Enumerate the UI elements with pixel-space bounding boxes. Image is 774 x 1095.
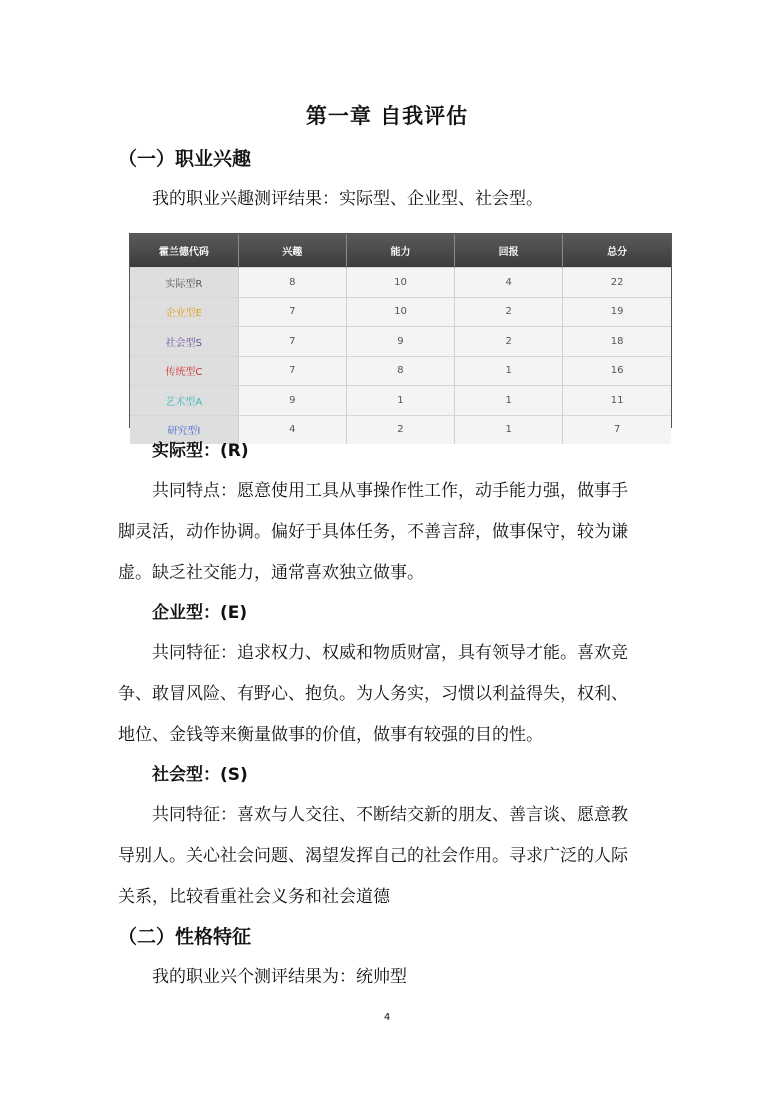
holland-code-cell: 企业型E — [130, 297, 238, 327]
enterprising-type-label: 企业型：(E) — [152, 603, 248, 623]
social-line: 导别人。关心社会问题、渴望发挥自己的社会作用。寻求广泛的人际 — [118, 846, 628, 866]
social-type-label: 社会型：(S) — [152, 765, 248, 785]
score-cell: 8 — [346, 356, 454, 386]
score-cell: 1 — [455, 386, 563, 416]
score-cell: 18 — [563, 327, 671, 357]
score-cell: 1 — [455, 415, 563, 444]
page-number: 4 — [383, 1012, 391, 1023]
score-cell: 4 — [455, 268, 563, 298]
holland-code-cell: 实际型R — [130, 268, 238, 298]
score-cell: 7 — [563, 415, 671, 444]
social-line: 共同特征：喜欢与人交往、不断结交新的朋友、善言谈、愿意教 — [152, 805, 628, 825]
score-cell: 2 — [346, 415, 454, 444]
score-cell: 1 — [455, 356, 563, 386]
score-cell: 2 — [455, 297, 563, 327]
score-cell: 22 — [563, 268, 671, 298]
realistic-line: 脚灵活，动作协调。偏好于具体任务，不善言辞，做事保守，较为谦 — [118, 522, 628, 542]
score-cell: 10 — [346, 268, 454, 298]
score-cell: 8 — [238, 268, 346, 298]
holland-code-cell: 传统型C — [130, 356, 238, 386]
table-row — [130, 327, 671, 357]
enterprising-line: 共同特征：追求权力、权威和物质财富，具有领导才能。喜欢竞 — [152, 643, 628, 663]
holland-code-table — [130, 234, 671, 438]
score-cell: 19 — [563, 297, 671, 327]
table-row — [130, 268, 671, 298]
score-cell: 7 — [238, 297, 346, 327]
chapter-title: 第一章 自我评估 — [305, 104, 469, 128]
column-header: 能力 — [346, 234, 454, 268]
score-cell: 16 — [563, 356, 671, 386]
personality-result-text: 我的职业兴个测评结果为：统帅型 — [152, 967, 407, 987]
table-row — [130, 386, 671, 416]
score-cell: 9 — [238, 386, 346, 416]
table-row — [130, 297, 671, 327]
score-cell: 2 — [455, 327, 563, 357]
score-cell: 7 — [238, 327, 346, 357]
score-cell: 7 — [238, 356, 346, 386]
section-heading-interest: （一）职业兴趣 — [118, 148, 252, 170]
holland-code-cell: 研究型I — [130, 415, 238, 444]
column-header: 霍兰德代码 — [130, 234, 238, 268]
interest-result-text: 我的职业兴趣测评结果：实际型、企业型、社会型。 — [152, 189, 543, 209]
score-cell: 4 — [238, 415, 346, 444]
table-header-row — [130, 234, 671, 268]
section-heading-personality: （二）性格特征 — [118, 926, 252, 948]
score-cell: 11 — [563, 386, 671, 416]
realistic-type-label: 实际型：(R) — [152, 441, 249, 461]
column-header: 回报 — [455, 234, 563, 268]
column-header: 总分 — [563, 234, 671, 268]
enterprising-line: 争、敢冒风险、有野心、抱负。为人务实，习惯以利益得失，权利、 — [118, 684, 628, 704]
realistic-line: 共同特点：愿意使用工具从事操作性工作，动手能力强，做事手 — [152, 481, 628, 501]
score-cell: 1 — [346, 386, 454, 416]
social-line: 关系，比较看重社会义务和社会道德 — [118, 887, 390, 907]
enterprising-line: 地位、金钱等来衡量做事的价值，做事有较强的目的性。 — [118, 725, 543, 745]
score-cell: 9 — [346, 327, 454, 357]
realistic-line: 虚。缺乏社交能力，通常喜欢独立做事。 — [118, 563, 424, 583]
holland-code-cell: 艺术型A — [130, 386, 238, 416]
holland-code-cell: 社会型S — [130, 327, 238, 357]
table-row — [130, 356, 671, 386]
column-header: 兴趣 — [238, 234, 346, 268]
score-cell: 10 — [346, 297, 454, 327]
